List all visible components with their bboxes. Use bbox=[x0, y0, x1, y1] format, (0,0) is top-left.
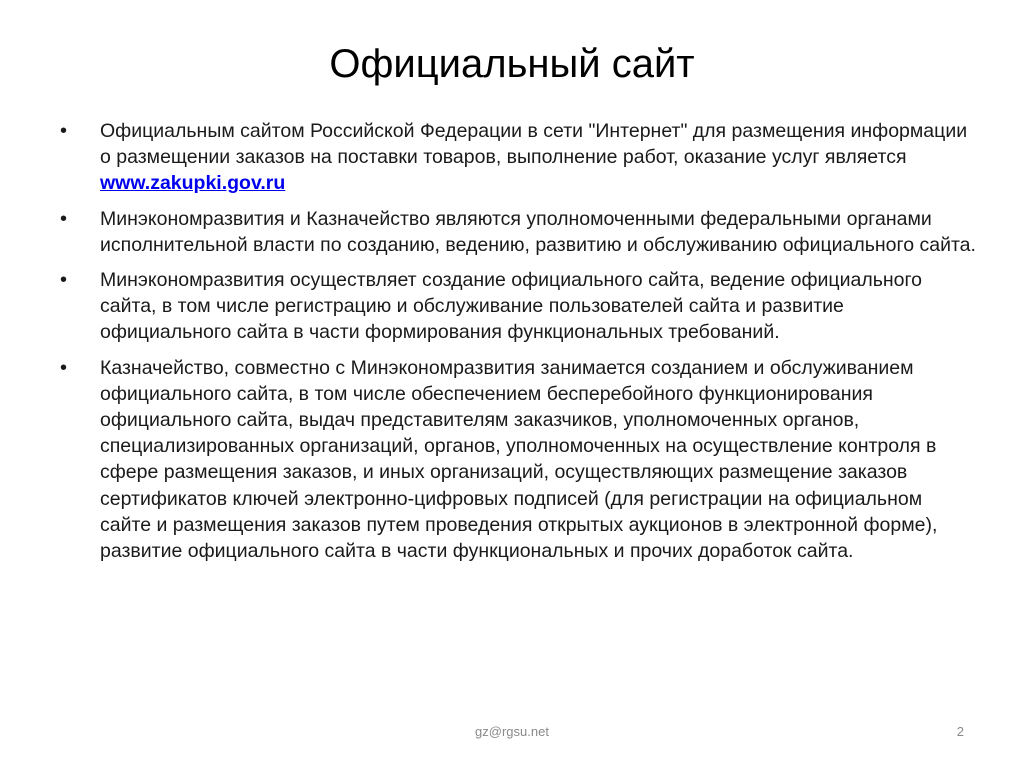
bullet-list bbox=[58, 118, 978, 573]
bullet-item bbox=[58, 118, 978, 197]
footer-email: gz@rgsu.net bbox=[475, 724, 549, 739]
bullet-text: Официальным сайтом Российской Федерации в сети "Интернет" для размещения информации о размещении заказов на поставки товаров, выполнение работ, оказание услуг является bbox=[100, 120, 968, 169]
bullet-text: Казначейство, совместно с Минэкономразвития занимается созданием и обслуживанием официального сайта, в том числе обеспечением бесперебойного функционирования официального сайта, выдач представителям заказчиков, уполномоченных органов, специализированных организаций, органов, уполномоченных на осуществление контроля в сфере размещения заказов, и иных организаций, осуществляющих размещение заказов сертификатов ключей электронно-цифровых подписей (для регистрации на официальном сайте и размещения заказов путем проведения открытых аукционов в электронной форме), развитие официального сайта в части функциональных и прочих доработок сайта. bbox=[100, 356, 938, 563]
zakupki-link[interactable]: www.zakupki.gov.ru bbox=[100, 172, 286, 195]
bullet-item bbox=[58, 206, 978, 258]
bullet-text: Минэкономразвития и Казначейство являются уполномоченными федеральными органами исполнительной власти по созданию, ведению, развитию и обслуживанию официального сайта. bbox=[100, 207, 976, 256]
bullet-icon: • bbox=[60, 207, 68, 230]
bullet-item bbox=[58, 267, 978, 346]
bullet-icon: • bbox=[60, 356, 68, 379]
bullet-icon: • bbox=[60, 269, 68, 292]
bullet-icon: • bbox=[60, 120, 68, 142]
bullet-text: Минэкономразвития осуществляет создание официального сайта, ведение официального сайта, в том числе регистрацию и обслуживание пользователей сайта и развитие официального сайта в части формирования функциональных требований. bbox=[100, 269, 923, 344]
page-number: 2 bbox=[956, 724, 964, 739]
slide-title: Официальный сайт bbox=[329, 42, 695, 86]
bullet-item bbox=[58, 355, 978, 565]
